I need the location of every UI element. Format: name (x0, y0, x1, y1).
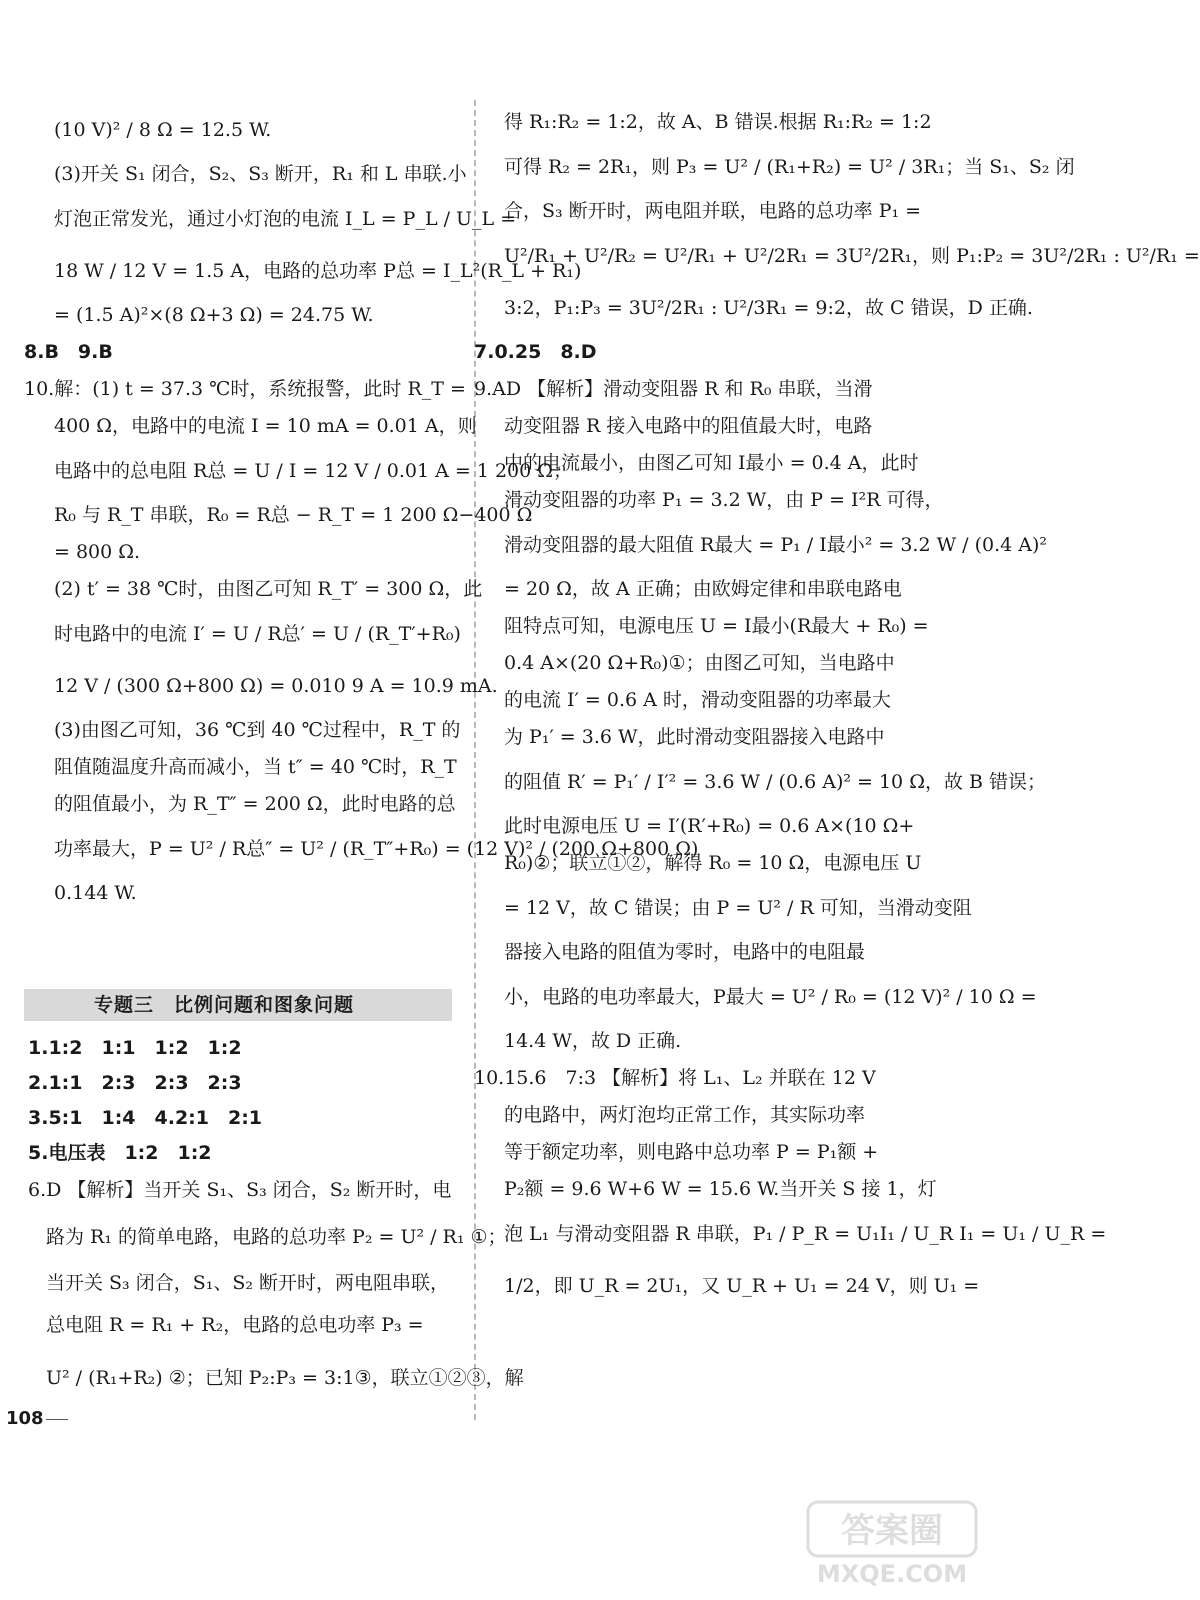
text-line: 的电路中，两灯泡均正常工作，其实际功率 (504, 1104, 866, 1126)
answer-line: 2.1:1 2:3 2:3 2:3 (28, 1072, 242, 1094)
text-line: = 12 V，故 C 错误；由 P = U² / R 可知，当滑动变阻 (504, 897, 972, 919)
text-line: 器接入电路的阻值为零时，电路中的电阻最 (504, 941, 866, 963)
text-line: = 20 Ω，故 A 正确；由欧姆定律和串联电路电 (504, 578, 902, 600)
question-9: 9.AD 【解析】滑动变阻器 R 和 R₀ 串联，当滑 (474, 378, 873, 400)
text-line: 14.4 W，故 D 正确. (504, 1030, 682, 1052)
text-line: 此时电源电压 U = I′(R′+R₀) = 0.6 A×(10 Ω+ (504, 815, 915, 837)
answer-line: 5.电压表 1:2 1:2 (28, 1142, 212, 1164)
text-line: 滑动变阻器的功率 P₁ = 3.2 W，由 P = I²R 可得， (504, 489, 944, 511)
answer-8-9: 8.B 9.B (24, 341, 113, 363)
text-line: 得 R₁:R₂ = 1:2，故 A、B 错误.根据 R₁:R₂ = 1:2 (504, 111, 932, 133)
answer-7-8: 7.0.25 8.D (474, 341, 597, 363)
text-line: 中的电流最小，由图乙可知 I最小 = 0.4 A，此时 (504, 452, 919, 474)
text-line: 的阻值最小，为 R_T″ = 200 Ω，此时电路的总 (54, 793, 456, 815)
text-line: 灯泡正常发光，通过小灯泡的电流 I_L = P_L / U_L = (54, 208, 517, 230)
text-line: (2) t′ = 38 ℃时，由图乙可知 R_T′ = 300 Ω，此 (54, 578, 483, 600)
watermark-text-2: MXQE.COM (816, 1560, 968, 1588)
text-line: 当开关 S₃ 闭合，S₁、S₂ 断开时，两电阻串联， (46, 1272, 450, 1294)
text-line: 3:2，P₁:P₃ = 3U²/2R₁ : U²/3R₁ = 9:2，故 C 错误，D 正确. (504, 297, 1033, 319)
text-line: 总电阻 R = R₁ + R₂，电路的总电功率 P₃ = (46, 1314, 424, 1336)
text-line: 阻值随温度升高而减小，当 t″ = 40 ℃时，R_T (54, 756, 457, 778)
answer-line: 3.5:1 1:4 4.2:1 2:1 (28, 1107, 263, 1129)
question-6: 6.D 【解析】当开关 S₁、S₃ 闭合，S₂ 断开时，电 (28, 1179, 452, 1201)
text-line: 0.4 A×(20 Ω+R₀)①；由图乙可知，当电路中 (504, 652, 895, 674)
text-line: (3)开关 S₁ 闭合，S₂、S₃ 断开，R₁ 和 L 串联.小 (54, 163, 467, 185)
text-line: 12 V / (300 Ω+800 Ω) = 0.010 9 A = 10.9 mA. (54, 675, 498, 697)
text-line: 电路中的总电阻 R总 = U / I = 12 V / 0.01 A = 1 200 Ω； (54, 460, 573, 482)
text-line: R₀)②；联立①②，解得 R₀ = 10 Ω，电源电压 U (504, 852, 922, 874)
text-line: 功率最大，P = U² / R总″ = U² / (R_T″+R₀) = (12 V)² / (200 Ω+800 Ω) (54, 838, 699, 860)
text-line: 为 P₁′ = 3.6 W，此时滑动变阻器接入电路中 (504, 726, 885, 748)
text-line: (10 V)² / 8 Ω = 12.5 W. (54, 119, 272, 141)
question-10-right: 10.15.6 7:3 【解析】将 L₁、L₂ 并联在 12 V (474, 1067, 876, 1089)
text-line: 18 W / 12 V = 1.5 A，电路的总功率 P总 = I_L²(R_L + R₁) (54, 260, 582, 282)
question-10 (24, 371, 466, 408)
text-line: 泡 L₁ 与滑动变阻器 R 串联，P₁ / P_R = U₁I₁ / U_R I₁ = U₁ / U_R = (504, 1223, 1107, 1245)
page-number: 108 (6, 1408, 68, 1429)
text-line: 0.144 W. (54, 882, 137, 904)
text-line: 滑动变阻器的最大阻值 R最大 = P₁ / I最小² = 3.2 W / (0.4 A)² (504, 534, 1048, 556)
text-line: 400 Ω，电路中的电流 I = 10 mA = 0.01 A，则 (54, 415, 477, 437)
text-line: P₂额 = 9.6 W+6 W = 15.6 W.当开关 S 接 1，灯 (504, 1178, 937, 1200)
watermark-logo (802, 1498, 982, 1590)
text-line: 时电路中的电流 I′ = U / R总′ = U / (R_T′+R₀) (54, 623, 461, 645)
text-line: 路为 R₁ 的简单电路，电路的总功率 P₂ = U² / R₁ ①； (46, 1226, 507, 1248)
text-line: = (1.5 A)²×(8 Ω+3 Ω) = 24.75 W. (54, 304, 374, 326)
text-line: = 800 Ω. (54, 541, 141, 563)
text-line: U² / (R₁+R₂) ②；已知 P₂:P₃ = 3:1③，联立①②③，解 (46, 1367, 524, 1389)
text-line: 合，S₃ 断开时，两电阻并联，电路的总功率 P₁ = (504, 200, 922, 222)
text-line: 等于额定功率，则电路中总功率 P = P₁额 + (504, 1141, 879, 1163)
right-column (474, 104, 1200, 1312)
text-line: 可得 R₂ = 2R₁，则 P₃ = U² / (R₁+R₂) = U² / 3R₁；当 S₁、S₂ 闭 (504, 156, 1075, 178)
answer-line: 1.1:2 1:1 1:2 1:2 (28, 1037, 242, 1059)
text-line: 阻特点可知，电源电压 U = I最小(R最大 + R₀) = (504, 615, 929, 637)
watermark-text-1: 答案圈 (841, 1511, 943, 1551)
text-line: (3)由图乙可知，36 ℃到 40 ℃过程中，R_T 的 (54, 719, 461, 741)
text-line: 10.解：(1) t = 37.3 ℃时，系统报警，此时 R_T = (24, 378, 466, 400)
text-line: 的电流 I′ = 0.6 A 时，滑动变阻器的功率最大 (504, 689, 891, 711)
section-banner: 专题三 比例问题和图象问题 (24, 989, 452, 1021)
text-line: U²/R₁ + U²/R₂ = U²/R₁ + U²/2R₁ = 3U²/2R₁，则 P₁:P₂ = 3U²/2R₁ : U²/R₁ = (504, 245, 1200, 267)
text-line: 动变阻器 R 接入电路中的阻值最大时，电路 (504, 415, 873, 437)
text-line: 的阻值 R′ = P₁′ / I′² = 3.6 W / (0.6 A)² = 10 Ω，故 B 错误； (504, 771, 1046, 793)
text-line: R₀ 与 R_T 串联，R₀ = R总 − R_T = 1 200 Ω−400 Ω (54, 504, 533, 526)
text-line: 1/2，即 U_R = 2U₁，又 U_R + U₁ = 24 V，则 U₁ = (504, 1275, 980, 1297)
text-line: 小，电路的电功率最大，P最大 = U² / R₀ = (12 V)² / 10 Ω = (504, 986, 1037, 1008)
